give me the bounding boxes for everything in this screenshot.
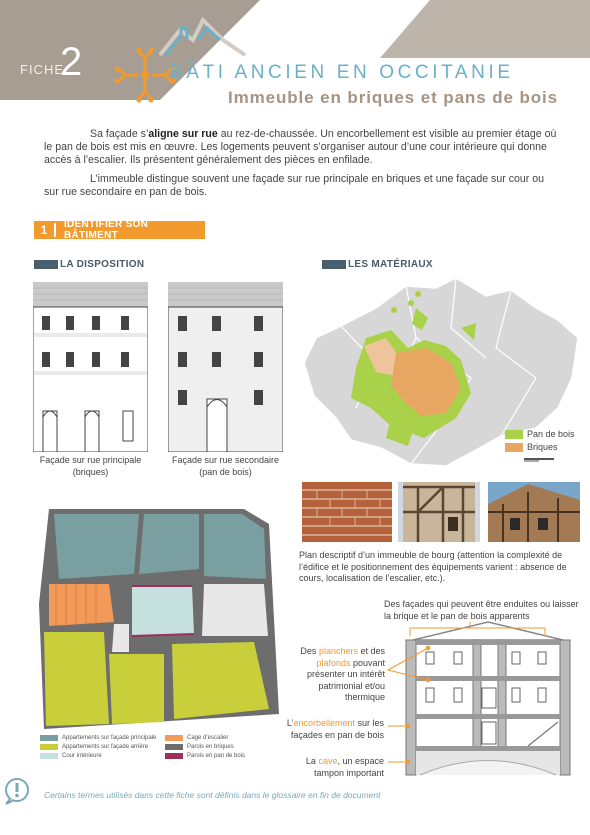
photo-timber-frame-wall (398, 482, 480, 542)
page-subtitle: Immeuble en briques et pans de bois (227, 88, 558, 107)
swatch-front-apartments (40, 735, 58, 741)
legend-item-courtyard: Cour intérieure (40, 753, 165, 759)
glossary-note: Certains termes utilisés dans cette fiche sont définis dans le glossaire en fin de document (44, 790, 381, 800)
legend-item-brick: Briques (505, 442, 575, 452)
legend-item-front-apartments: Appartements sur façade principale (40, 735, 165, 741)
swatch-rear-apartments (40, 744, 58, 750)
intro-text (44, 128, 560, 205)
section-header-identifier: 1 IDENTIFIER SON BÂTIMENT (34, 221, 205, 239)
swatch-timber-walls (165, 753, 183, 759)
materials-legend (505, 429, 575, 455)
swatch-brick-walls (165, 744, 183, 750)
floor-plan (24, 504, 292, 732)
swatch-stairwell (165, 735, 183, 741)
plan-description: Plan descriptif d’un immeuble de bourg (attention la complexité de l’édifice et le positionnement des équipements varient : absence de cours, localisation de l’escalier, etc.). (299, 550, 567, 583)
info-exclamation-icon (2, 776, 32, 806)
legend-item-timber-walls: Parois en pan de bois (165, 753, 290, 759)
annotation-cave: La cave, un espace tampon important (305, 756, 384, 778)
photo-brick-wall (302, 482, 392, 542)
photo-half-timbered-house (488, 482, 580, 542)
heading-bar (34, 260, 58, 269)
elevation-timber-facade (168, 272, 283, 452)
intro-paragraph-1: Sa façade s’aligne sur rue au rez-de-chaussée. Un encorbellement est visible au premier étage où le pan de bois est mis en œuvre. Les logements peuvent s’organiser autour d’une cour intérieure qui donne accès à l’escalier. Ils présentent généralement des pièces en enfilade. (44, 128, 557, 166)
materiaux-heading: LES MATÉRIAUX (322, 259, 433, 270)
swatch-timber (505, 430, 523, 439)
swatch-brick (505, 443, 523, 452)
fiche-number: 2 (60, 40, 83, 84)
caption-brick-facade: Façade sur rue principale (briques) (39, 455, 142, 477)
page-title: BÂTI ANCIEN EN OCCITANIE (170, 62, 514, 83)
legend-item-timber: Pan de bois (505, 429, 575, 439)
caption-timber-facade: Façade sur rue secondaire (pan de bois) (171, 455, 280, 477)
annotation-encorbellement: L’encorbellement sur les façades en pan de bois (286, 718, 384, 740)
legend-item-stairwell: Cage d’escalier (165, 735, 290, 741)
intro-paragraph-2: L’immeuble distingue souvent une façade sur rue principale en briques et une façade sur cour ou sur rue secondaire en pan de bois. (44, 173, 545, 198)
elevation-brick-facade (33, 272, 148, 452)
disposition-heading: LA DISPOSITION (34, 259, 144, 270)
plan-legend (40, 733, 290, 760)
header-banner-right (380, 0, 590, 58)
fiche-label: FICHE (20, 62, 64, 77)
annotation-facades: Des façades qui peuvent être enduites ou laisser la brique et le pan de bois apparents (384, 599, 579, 621)
legend-item-rear-apartments: Appartements sur façade arrière (40, 744, 165, 750)
annotation-planchers: Des planchers et des plafonds pouvant présenter un intérêt patrimonial et/ou thermique (300, 646, 385, 702)
legend-item-brick-walls: Parois en briques (165, 744, 290, 750)
annotation-leader-lines (280, 590, 590, 780)
swatch-courtyard (40, 753, 58, 759)
